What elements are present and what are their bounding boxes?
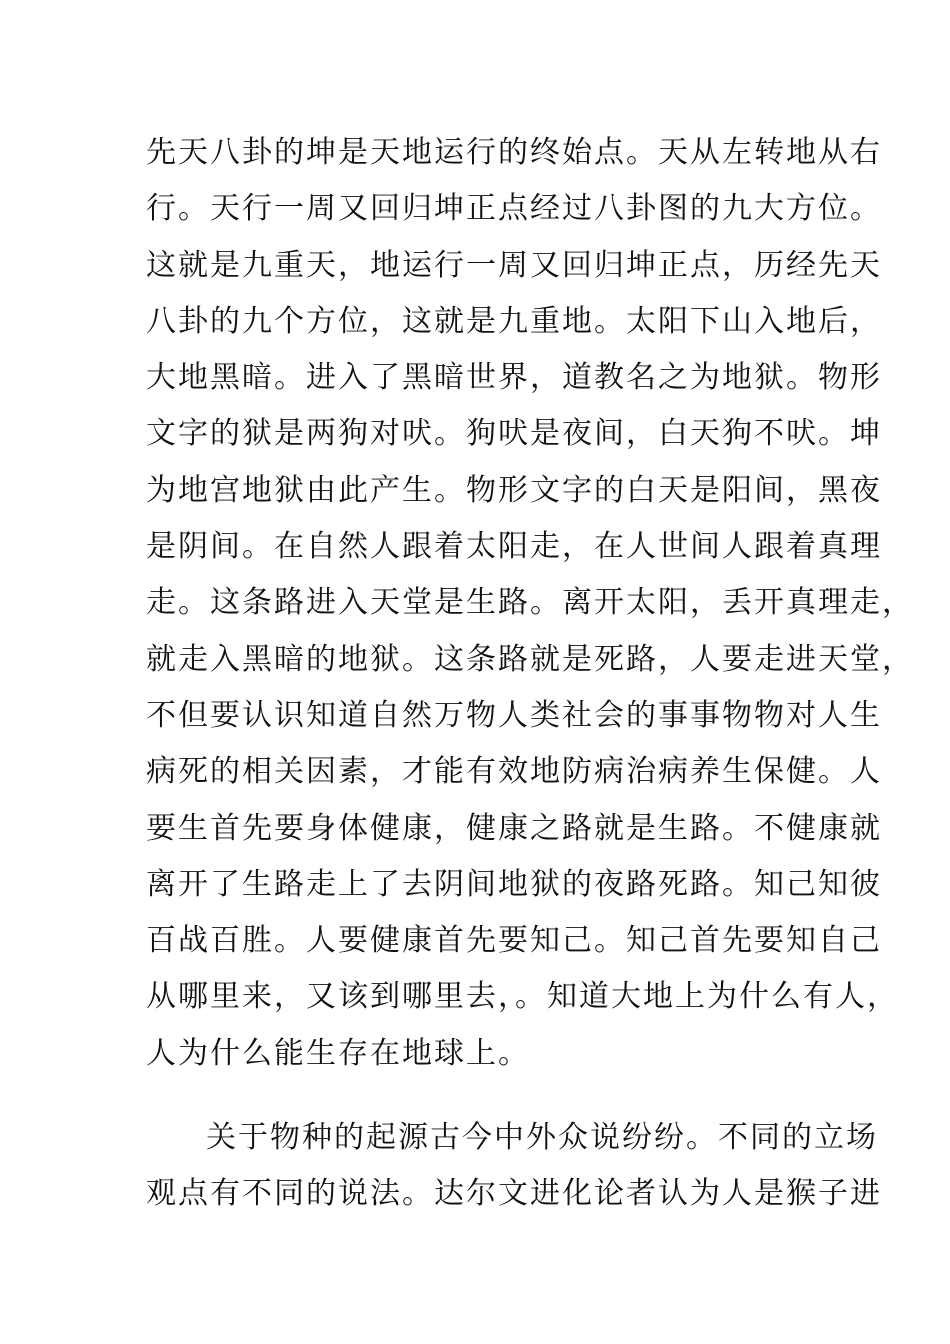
text-line: 为地宫地狱由此产生。物形文字的白天是阳间，黑夜: [146, 472, 882, 508]
text-line: 这就是九重天，地运行一周又回归坤正点，历经先天: [146, 247, 882, 283]
document-body: [146, 125, 914, 1223]
text-line: 观点有不同的说法。达尔文进化论者认为人是猴子进: [146, 1176, 882, 1212]
text-line: 是阴间。在自然人跟着太阳走，在人世间人跟着真理: [146, 529, 882, 565]
text-line: 病死的相关因素，才能有效地防病治病养生保健。人: [146, 754, 882, 790]
paragraph-1: [146, 125, 914, 1082]
text-line: 八卦的九个方位，这就是九重地。太阳下山入地后，: [146, 303, 882, 339]
text-line: 大地黑暗。进入了黑暗世界，道教名之为地狱。物形: [146, 360, 882, 396]
paragraph-gap: [146, 1082, 826, 1110]
text-line: 人为什么能生存在地球上。: [146, 1035, 530, 1071]
text-line: 要生首先要身体健康，健康之路就是生路。不健康就: [146, 810, 882, 846]
text-line: 从哪里来，又该到哪里去，。知道大地上为什么有人，: [146, 979, 899, 1015]
text-line: 文字的狱是两狗对吠。狗吠是夜间，白天狗不吠。坤: [146, 416, 882, 452]
paragraph-2: [146, 1110, 882, 1223]
text-line: 百战百胜。人要健康首先要知己。知己首先要知自己: [146, 923, 882, 959]
text-line: 行。天行一周又回归坤正点经过八卦图的九大方位。: [146, 191, 882, 227]
text-line: 就走入黑暗的地狱。这条路就是死路，人要走进天堂，: [146, 641, 914, 677]
text-line: 走。这条路进入天堂是生路。离开太阳，丢开真理走，: [146, 585, 914, 621]
text-line: 先天八卦的坤是天地运行的终始点。天从左转地从右: [146, 135, 882, 170]
text-line: 不但要认识知道自然万物人类社会的事事物物对人生: [146, 697, 882, 733]
text-line: 关于物种的起源古今中外众说纷纷。不同的立场: [206, 1120, 878, 1156]
text-line: 离开了生路走上了去阴间地狱的夜路死路。知己知彼: [146, 866, 882, 902]
